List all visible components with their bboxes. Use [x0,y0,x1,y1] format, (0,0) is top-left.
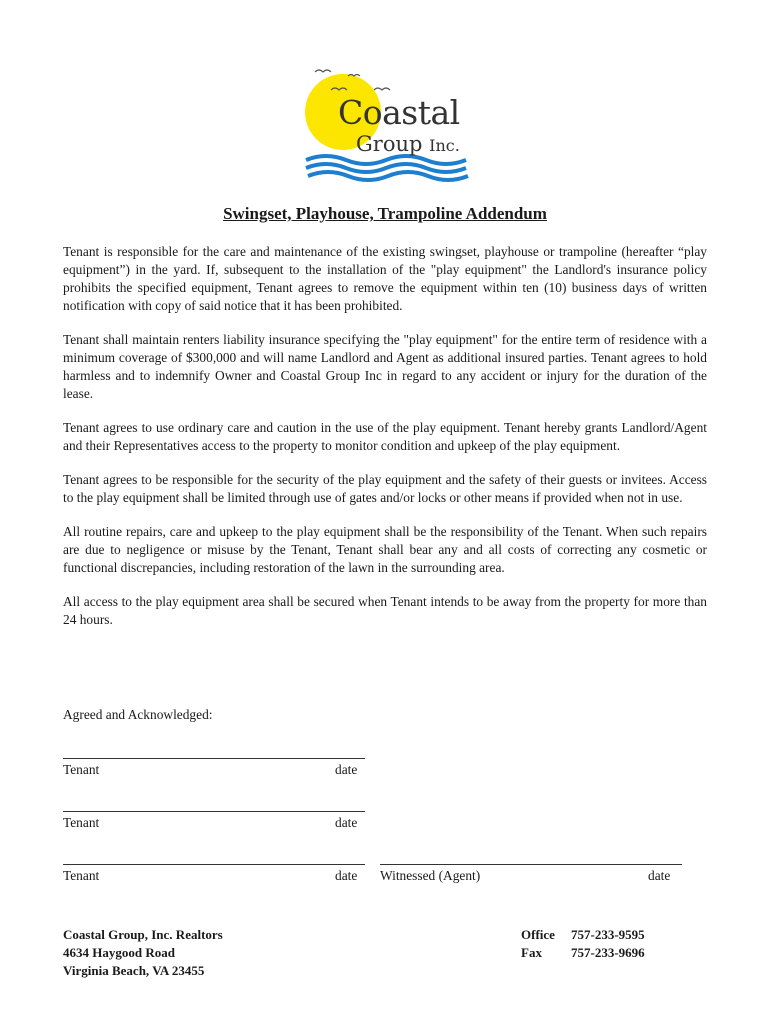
acknowledgement-label: Agreed and Acknowledged: [63,707,213,722]
date-label-2: date [335,815,358,830]
logo-name: Coastal [338,93,460,132]
tenant-label-1: Tenant [63,762,100,777]
tenant-signature-line-2[interactable] [63,811,365,812]
paragraph: All routine repairs, care and upkeep to the play equipment shall be the responsibility of the Tenant. When such repairs are due to negligence or misuse by the Tenant, Tenant shall bear any and all costs of correcting any cosmetic or functional discrepancies, including restoration of the lawn in the surrounding area. [63,524,707,575]
company-logo [298,66,488,186]
paragraph: Tenant agrees to use ordinary care and caution in the use of the play equipment. Tenant hereby grants Landlord/Agent and their Representatives access to the property to monitor condition and upkeep of the play equipment. [63,420,707,453]
logo-subtitle [356,134,460,155]
fax-phone: 757-233-9696 [571,945,645,960]
footer-address [63,926,223,980]
footer-company: Coastal Group, Inc. Realtors [63,927,223,942]
office-label: Office [521,927,555,942]
tenant-label-3: Tenant [63,868,100,883]
witness-label: Witnessed (Agent) [380,868,481,883]
logo-suffix: Inc. [429,136,460,155]
fax-label: Fax [521,945,542,960]
bird-icon [315,70,331,72]
paragraph: Tenant shall maintain renters liability insurance specifying the "play equipment" for the entire term of residence with a minimum coverage of $300,000 and will name Landlord and Agent as additional insured parties. Tenant agrees to hold harmless and to indemnify Owner and Coastal Group Inc in regard to any accident or injury for the duration of the lease. [63,332,707,401]
tenant-signature-line-3[interactable] [63,864,365,865]
paragraph: Tenant is responsible for the care and maintenance of the existing swingset, playhouse or trampoline (hereafter “play equipment”) in the yard. If, subsequent to the installation of the "play equipment" the Landlord's insurance policy prohibits the specified equipment, Tenant agrees to remove the equipment within ten (10) business days of written notification with copy of said notice that it has been prohibited. [63,244,707,313]
footer-street: 4634 Haygood Road [63,945,175,960]
logo-group: Group [356,132,423,156]
witness-date-label: date [648,868,671,883]
paragraph: Tenant agrees to be responsible for the security of the play equipment and the safety of their guests or invitees. Access to the play equipment shall be limited through use of gates and/or locks or other means if provided when not in use. [63,472,707,505]
office-row [521,926,645,944]
tenant-label-2: Tenant [63,815,100,830]
tenant-signature-line-1[interactable] [63,758,365,759]
date-label-1: date [335,762,358,777]
fax-row [521,944,645,962]
footer-contact [521,926,645,962]
witness-signature-line[interactable] [380,864,682,865]
paragraph: All access to the play equipment area shall be secured when Tenant intends to be away from the property for more than 24 hours. [63,594,707,627]
footer-city: Virginia Beach, VA 23455 [63,963,205,978]
document-body [63,243,707,645]
date-label-3: date [335,868,358,883]
office-phone: 757-233-9595 [571,927,645,942]
document-title: Swingset, Playhouse, Trampoline Addendum [223,204,547,223]
bird-icon [374,88,390,90]
